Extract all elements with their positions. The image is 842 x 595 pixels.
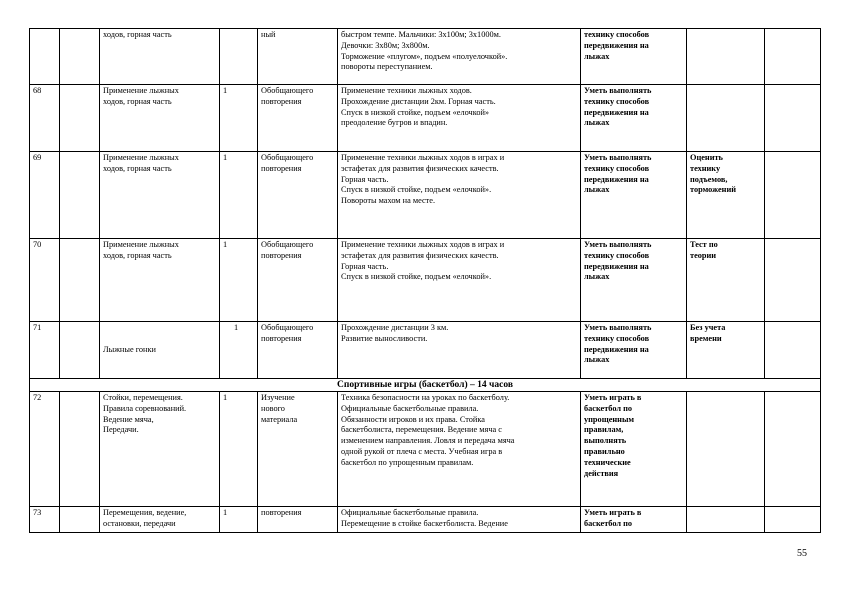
content-line: Прохождение дистанции 2км. Горная часть. <box>341 96 496 106</box>
topic-line: Лыжные гонки <box>103 344 156 354</box>
content-line: Развитие выносливости. <box>341 333 428 343</box>
requirements-line: Уметь выполнять <box>584 153 652 162</box>
page-number: 55 <box>797 548 807 559</box>
lesson-type-cell <box>258 392 338 507</box>
lesson-type-cell <box>258 239 338 322</box>
requirements-line: выполнять <box>584 436 627 446</box>
topic-line: ходов, горная часть <box>103 250 172 260</box>
empty-cell <box>60 392 100 507</box>
hours-cell: 1 <box>220 322 258 379</box>
control-line: Тест по <box>690 240 718 249</box>
requirements-cell <box>581 29 687 85</box>
requirements-line: технику способов <box>584 30 650 39</box>
requirements-line: лыжах <box>584 355 610 365</box>
empty-cell <box>765 392 821 507</box>
requirements-line: технику способов <box>584 250 650 260</box>
empty-cell <box>60 85 100 152</box>
empty-cell <box>765 29 821 85</box>
table-row <box>30 29 821 85</box>
topic-line: остановки, передачи <box>103 518 176 528</box>
content-line: повороты переступанием. <box>341 62 433 72</box>
requirements-line: передвижения на <box>584 107 649 117</box>
control-line: технику <box>690 163 721 173</box>
content-line: Повороты махом на месте. <box>341 196 436 206</box>
lesson-type-line: Обобщающего <box>261 323 314 332</box>
content-line: Перемещение в стойке баскетболиста. Ведение <box>341 518 508 528</box>
control-cell <box>687 85 765 152</box>
topic-line <box>103 334 216 345</box>
control-cell <box>687 239 765 322</box>
requirements-line: Уметь выполнять <box>584 240 652 249</box>
table-row <box>30 322 821 379</box>
lesson-type-line: Обобщающего <box>261 153 314 162</box>
requirements-line: технику способов <box>584 333 650 343</box>
lesson-type-line: нового <box>261 403 285 413</box>
lesson-type-line: повторения <box>261 96 302 106</box>
requirements-line: технику способов <box>584 163 650 173</box>
requirements-line: лыжах <box>584 185 610 195</box>
topic-line: Правила соревнований. <box>103 403 187 413</box>
hours-cell: 1 <box>220 239 258 322</box>
content-line: Официальные баскетбольные правила. <box>341 508 479 517</box>
content-line: Спуск в низкой стойке, подъем «елочкой». <box>341 185 492 195</box>
topic-line <box>103 323 216 334</box>
lesson-type-line: Обобщающего <box>261 240 314 249</box>
requirements-cell <box>581 239 687 322</box>
requirements-line: правильно <box>584 446 625 456</box>
requirements-line: лыжах <box>584 272 610 282</box>
lesson-type-cell <box>258 85 338 152</box>
lesson-type-line: Обобщающего <box>261 86 314 95</box>
lesson-type-cell <box>258 152 338 239</box>
topic-line: Перемещения, ведение, <box>103 508 187 517</box>
empty-cell <box>765 85 821 152</box>
table-row <box>30 152 821 239</box>
requirements-cell <box>581 322 687 379</box>
table-row <box>30 507 821 533</box>
content-line: Техника безопасности на уроках по баскетболу. <box>341 393 510 402</box>
hours-cell: 1 <box>220 507 258 533</box>
lesson-type-line: Изучение <box>261 393 295 402</box>
content-cell <box>338 322 581 379</box>
requirements-line: технику способов <box>584 96 650 106</box>
topic-line: Стойки, перемещения. <box>103 393 183 402</box>
control-line: Без учета <box>690 323 726 332</box>
requirements-line: технические <box>584 457 631 467</box>
lesson-number-cell <box>30 29 60 85</box>
lesson-type-line: ный <box>261 30 276 39</box>
topic-line: ходов, горная часть <box>103 163 172 173</box>
lesson-number-cell: 72 <box>30 392 60 507</box>
content-line: эстафетах для развития физических качеств. <box>341 163 499 173</box>
topic-cell <box>100 152 220 239</box>
content-line: Официальные баскетбольные правила. <box>341 403 479 413</box>
hours-cell: 1 <box>220 392 258 507</box>
topic-line: ходов, горная часть <box>103 96 172 106</box>
topic-line: Передачи. <box>103 425 139 435</box>
requirements-line: упрощенным <box>584 414 635 424</box>
content-line: Спуск в низкой стойке, подъем «елочкой». <box>341 272 492 282</box>
content-line: Обязанности игроков и их права. Стойка <box>341 414 485 424</box>
control-cell <box>687 322 765 379</box>
control-cell <box>687 392 765 507</box>
lesson-number-cell: 70 <box>30 239 60 322</box>
topic-cell <box>100 85 220 152</box>
table-row <box>30 239 821 322</box>
content-line: эстафетах для развития физических качеств. <box>341 250 499 260</box>
requirements-cell <box>581 392 687 507</box>
control-cell <box>687 29 765 85</box>
empty-cell <box>60 507 100 533</box>
lesson-type-cell <box>258 507 338 533</box>
lesson-plan-table <box>29 28 821 533</box>
empty-cell <box>765 239 821 322</box>
requirements-line: баскетбол по <box>584 518 633 528</box>
hours-cell: 1 <box>220 85 258 152</box>
requirements-line: передвижения на <box>584 174 649 184</box>
topic-cell <box>100 507 220 533</box>
content-cell <box>338 85 581 152</box>
lesson-type-line: повторения <box>261 333 302 343</box>
content-line: Горная часть. <box>341 174 389 184</box>
requirements-line: Уметь выполнять <box>584 86 652 95</box>
requirements-line: лыжах <box>584 51 610 61</box>
section-header-row <box>30 379 821 392</box>
content-line: баскетболиста, перемещения. Ведение мяча с <box>341 425 502 435</box>
content-line: Применение техники лыжных ходов в играх и <box>341 240 505 249</box>
content-line: быстром темпе. Мальчики: 3х100м; 3х1000м. <box>341 30 501 39</box>
empty-cell <box>60 239 100 322</box>
hours-cell: 1 <box>220 152 258 239</box>
requirements-line: передвижения на <box>584 40 649 50</box>
content-line: Применение техники лыжных ходов. <box>341 86 472 95</box>
content-line: Применение техники лыжных ходов в играх и <box>341 153 505 162</box>
empty-cell <box>765 507 821 533</box>
content-line: преодоление бугров и впадин. <box>341 118 448 128</box>
content-line: Спуск в низкой стойке, подъем «елочкой» <box>341 107 490 117</box>
empty-cell <box>60 322 100 379</box>
requirements-line: Уметь выполнять <box>584 323 652 332</box>
lesson-type-line: повторения <box>261 163 302 173</box>
content-line: Торможение «плугом», подъем «полуелочкой». <box>341 51 508 61</box>
control-line: подъемов, <box>690 174 728 184</box>
content-line: изменением направления. Ловля и передача мяча <box>341 436 515 446</box>
control-cell <box>687 152 765 239</box>
content-cell <box>338 152 581 239</box>
table-row <box>30 85 821 152</box>
content-line: баскетбол по упрощенным правилам. <box>341 457 474 467</box>
lesson-type-cell <box>258 29 338 85</box>
topic-line: Ведение мяча, <box>103 414 154 424</box>
requirements-cell <box>581 85 687 152</box>
empty-cell <box>60 29 100 85</box>
topic-cell <box>100 239 220 322</box>
empty-cell <box>60 152 100 239</box>
lesson-number-cell: 71 <box>30 322 60 379</box>
table-row <box>30 392 821 507</box>
topic-line: Применение лыжных <box>103 153 179 162</box>
content-line: Горная часть. <box>341 261 389 271</box>
lesson-type-line: материала <box>261 414 298 424</box>
lesson-type-cell <box>258 322 338 379</box>
content-cell <box>338 507 581 533</box>
lesson-type-line: повторения <box>261 250 302 260</box>
content-cell <box>338 392 581 507</box>
content-cell <box>338 29 581 85</box>
lesson-number-cell: 73 <box>30 507 60 533</box>
topic-cell <box>100 392 220 507</box>
requirements-line: передвижения на <box>584 261 649 271</box>
lesson-number-cell: 68 <box>30 85 60 152</box>
topic-line: ходов, горная часть <box>103 30 172 39</box>
content-line: одной рукой от плеча с места. Учебная игра в <box>341 446 503 456</box>
requirements-line: Уметь играть в <box>584 393 642 402</box>
control-line: торможений <box>690 185 737 195</box>
hours-cell <box>220 29 258 85</box>
content-line: Девочки: 3х80м; 3х800м. <box>341 40 430 50</box>
requirements-line: баскетбол по <box>584 403 633 413</box>
content-line: Прохождение дистанции 3 км. <box>341 323 449 332</box>
requirements-line: Уметь играть в <box>584 508 642 517</box>
topic-cell <box>100 29 220 85</box>
control-line: Оценить <box>690 153 723 162</box>
requirements-line: правилам, <box>584 425 624 435</box>
control-line: теории <box>690 250 717 260</box>
control-cell <box>687 507 765 533</box>
topic-line: Применение лыжных <box>103 86 179 95</box>
requirements-cell <box>581 507 687 533</box>
control-line: времени <box>690 333 722 343</box>
requirements-line: передвижения на <box>584 344 649 354</box>
topic-cell <box>100 322 220 379</box>
section-title: Спортивные игры (баскетбол) – 14 часов <box>30 379 821 392</box>
lesson-number-cell: 69 <box>30 152 60 239</box>
requirements-cell <box>581 152 687 239</box>
empty-cell <box>765 322 821 379</box>
topic-line: Применение лыжных <box>103 240 179 249</box>
requirements-line: лыжах <box>584 118 610 128</box>
lesson-type-line: повторения <box>261 508 302 517</box>
requirements-line: действия <box>584 468 619 478</box>
empty-cell <box>765 152 821 239</box>
content-cell <box>338 239 581 322</box>
